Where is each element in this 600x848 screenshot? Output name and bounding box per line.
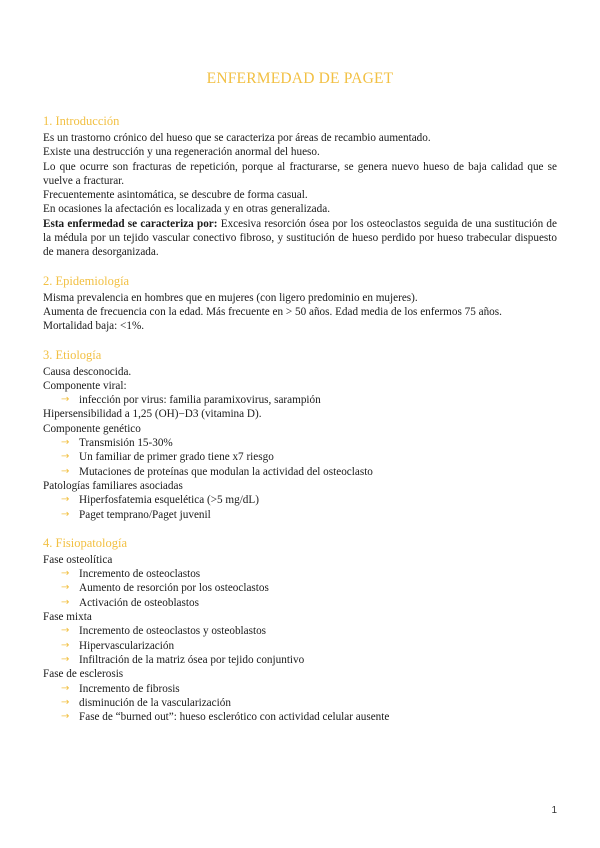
phase2-list <box>43 624 557 667</box>
phase1-list <box>43 567 557 610</box>
associated-list <box>43 493 557 522</box>
paragraph-line: Aumenta de frecuencia con la edad. Más frecuente en > 50 años. Edad media de los enfermos 75 años. <box>43 305 502 318</box>
viral-list <box>43 393 557 407</box>
bold-lead: Esta enfermedad se caracteriza por: <box>43 217 218 230</box>
paragraph-line: Existe una destrucción y una regeneración anormal del hueso. <box>43 146 320 159</box>
paragraph-line: Mortalidad baja: <1%. <box>43 320 145 333</box>
arrow-icon: → <box>61 696 70 708</box>
genetic-list <box>43 436 557 479</box>
arrow-icon: → <box>61 494 70 506</box>
list-item: → Incremento de osteoclastos y osteoblastos <box>61 625 267 638</box>
list-item: → Fase de “burned out”: hueso esclerótico con actividad celular ausente <box>61 711 390 724</box>
arrow-icon: → <box>61 711 70 723</box>
list-item: → Hiperfosfatemia esquelética (>5 mg/dL) <box>61 494 259 507</box>
section-introduccion <box>43 114 557 260</box>
list-item: → Aumento de resorción por los osteoclastos <box>61 582 269 595</box>
paragraph-line: Componente genético <box>43 422 141 435</box>
list-item: → disminución de la vascularización <box>61 696 231 709</box>
arrow-icon: → <box>61 508 70 520</box>
list-item: → infección por virus: familia paramixovirus, sarampión <box>61 394 321 407</box>
arrow-icon: → <box>61 625 70 637</box>
paragraph-line: Hipersensibilidad a 1,25 (OH)−D3 (vitamina D). <box>43 408 262 421</box>
phase3-list <box>43 682 557 725</box>
paragraph-line: En ocasiones la afectación es localizada y en otras generalizada. <box>43 203 330 216</box>
section-heading: 2. Epidemiología <box>43 273 130 288</box>
arrow-icon: → <box>61 682 70 694</box>
list-item: → Infiltración de la matriz ósea por tejido conjuntivo <box>61 653 305 666</box>
phase-label: Fase de esclerosis <box>43 668 124 681</box>
section-fisiopatologia <box>43 536 557 725</box>
arrow-icon: → <box>61 394 70 406</box>
paragraph-line: Misma prevalencia en hombres que en mujeres (con ligero predominio en mujeres). <box>43 291 418 304</box>
list-item: → Un familiar de primer grado tiene x7 riesgo <box>61 451 274 464</box>
arrow-icon: → <box>61 582 70 594</box>
section-etiologia <box>43 348 557 522</box>
arrow-icon: → <box>61 568 70 580</box>
phase-label: Fase mixta <box>43 611 92 624</box>
arrow-icon: → <box>61 596 70 608</box>
paragraph-line: Frecuentemente asintomática, se descubre de forma casual. <box>43 189 308 202</box>
section-epidemiologia <box>43 274 557 334</box>
section-heading: 3. Etiología <box>43 347 102 362</box>
paragraph-line: Es un trastorno crónico del hueso que se caracteriza por áreas de recambio aumentado. <box>43 132 431 144</box>
list-item: → Incremento de osteoclastos <box>61 568 201 581</box>
paragraph-line: Lo que ocurre son fracturas de repetición, porque al fracturarse, se genera nuevo hueso de baja calidad que se vuelve a fracturar. <box>43 160 557 187</box>
document-title: ENFERMEDAD DE PAGET <box>206 70 394 87</box>
phase-label: Fase osteolítica <box>43 553 113 566</box>
page-number: 1 <box>551 805 557 816</box>
arrow-icon: → <box>61 465 70 477</box>
paragraph-line: Causa desconocida. <box>43 365 132 378</box>
list-item: → Activación de osteoblastos <box>61 596 199 609</box>
arrow-icon: → <box>61 639 70 651</box>
section-heading: 1. Introducción <box>43 114 120 128</box>
arrow-icon: → <box>61 437 70 449</box>
paragraph-line: Patologías familiares asociadas <box>43 479 183 492</box>
list-item: → Hipervascularización <box>61 639 175 652</box>
definition-text: Excesiva resorción ósea por los osteoclastos seguida de una sustitución de la médula por un tejido vascular conectivo fibroso, y sustitución de hueso perdido por hueso trabecular dispuesto de manera desorganizada. <box>43 217 557 259</box>
paragraph-line: Componente viral: <box>43 379 127 392</box>
list-item: → Paget temprano/Paget juvenil <box>61 508 211 521</box>
list-item: → Mutaciones de proteínas que modulan la actividad del osteoclasto <box>61 465 373 478</box>
list-item: → Incremento de fibrosis <box>61 682 180 695</box>
document-page <box>43 70 557 738</box>
definition-paragraph <box>43 217 557 260</box>
list-item: → Transmisión 15-30% <box>61 437 173 450</box>
section-heading: 4. Fisiopatología <box>43 535 128 550</box>
arrow-icon: → <box>61 653 70 665</box>
arrow-icon: → <box>61 451 70 463</box>
